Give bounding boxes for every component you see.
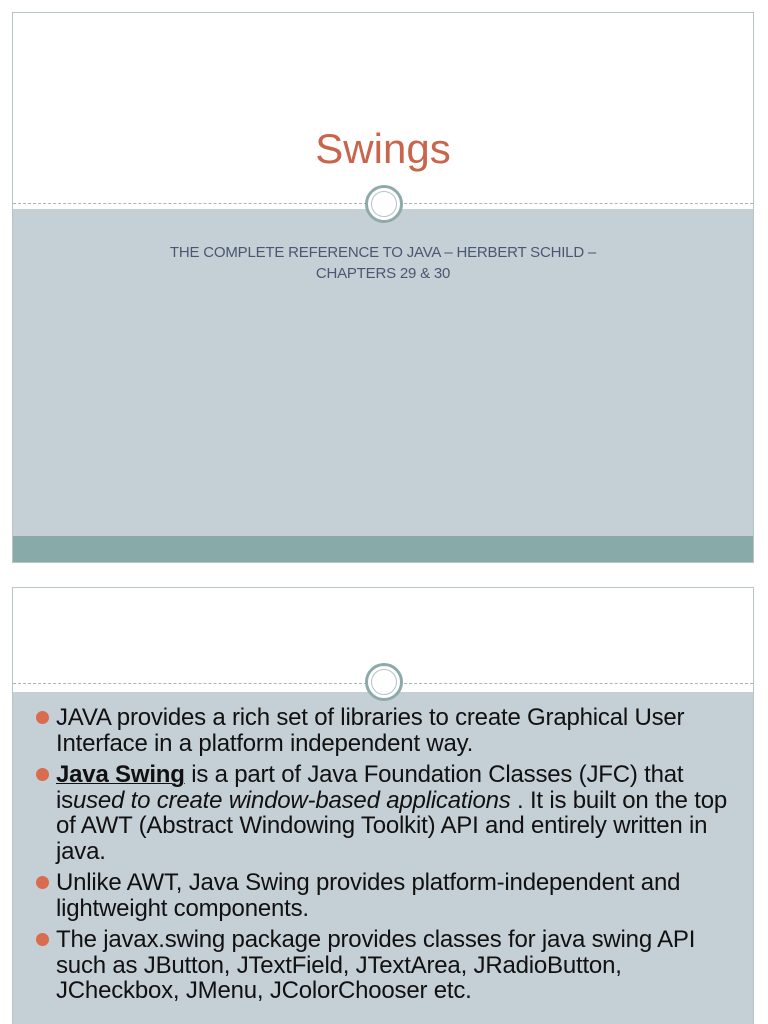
slide-title: Swings	[315, 125, 451, 172]
bullet-list	[35, 705, 745, 1010]
list-item	[35, 762, 745, 864]
subtitle-line-1: THE COMPLETE REFERENCE TO JAVA – HERBERT SCHILD –	[169, 244, 597, 261]
bullet-text: Unlike AWT, Java Swing provides platform-independent and lightweight components.	[56, 869, 681, 922]
bullet-icon	[36, 711, 49, 724]
bullet-text: The javax.swing package provides classes for java swing API such as JButton, JTextField, JTextArea, JRadioButton, JCheckbox, JMenu, JColorChooser etc.	[56, 926, 696, 1004]
list-item	[35, 870, 745, 921]
slide-footer-bar	[13, 536, 753, 563]
list-item	[35, 705, 745, 756]
slide-header-area	[13, 13, 753, 209]
bullet-bold-term: Java Swing	[56, 761, 185, 788]
bullet-text: JAVA provides a rich set of libraries to create Graphical User Interface in a platform independent way.	[56, 704, 685, 757]
slide-subtitle	[113, 242, 653, 284]
bullet-italic-text: used to create window-based applications	[72, 786, 511, 814]
list-item	[35, 927, 745, 1004]
bullet-icon	[36, 768, 49, 781]
circle-ornament-icon	[365, 185, 403, 223]
bullet-icon	[36, 876, 49, 889]
bullet-text: . It is built on the top of AWT (Abstract Windowing Toolkit) API and entirely written in java.	[56, 786, 728, 865]
bullet-icon	[36, 933, 49, 946]
title-slide	[12, 12, 754, 563]
content-slide	[12, 587, 754, 1024]
subtitle-line-2: CHAPTERS 29 & 30	[315, 265, 451, 282]
bullet-text: is a part of Java Foundation Classes (JFC) that is	[56, 761, 684, 814]
circle-ornament-icon	[365, 663, 403, 701]
